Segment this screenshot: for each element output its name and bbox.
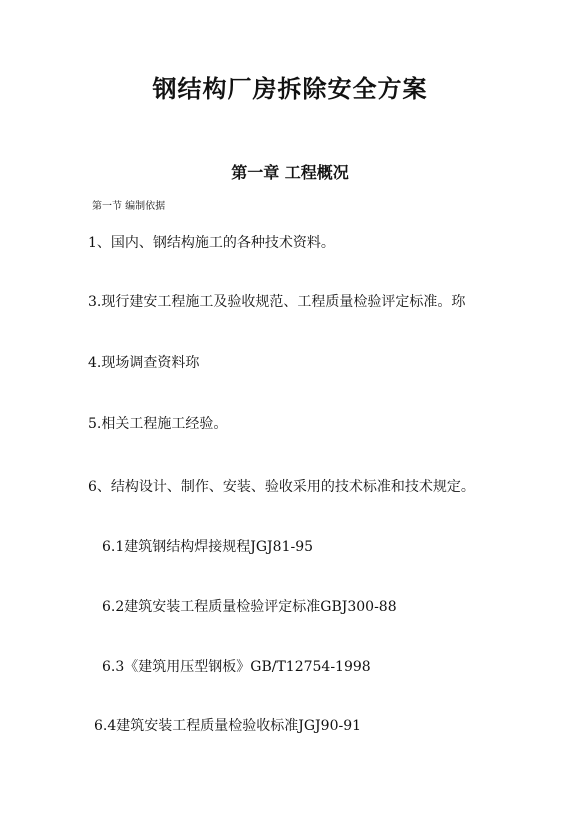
paragraph-3: 3.现行建安工程施工及验收规范、工程质量检验评定标准。珎 [88, 294, 466, 310]
paragraph-6: 6、结构设计、制作、安装、验收采用的技术标准和技术规定。 [88, 479, 475, 495]
paragraph-6-2: 6.2建筑安装工程质量检验评定标准GBJ300-88 [102, 599, 397, 615]
paragraph-6-4: 6.4建筑安装工程质量检验收标准JGJ90-91 [94, 718, 362, 734]
paragraph-1: 1、国内、钢结构施工的各种技术资料。 [88, 235, 335, 251]
paragraph-6-3: 6.3《建筑用压型钢板》GB/T12754-1998 [102, 659, 371, 675]
section-title: 第一节 编制依据 [92, 201, 166, 212]
paragraph-4: 4.现场调查资料珎 [88, 355, 200, 371]
paragraph-5: 5.相关工程施工经验。 [88, 416, 228, 432]
paragraph-6-1: 6.1建筑钢结构焊接规程JGJ81-95 [102, 539, 314, 555]
chapter-title: 第一章 工程概况 [231, 163, 349, 182]
document-title: 钢结构厂房拆除安全方案 [152, 74, 428, 103]
